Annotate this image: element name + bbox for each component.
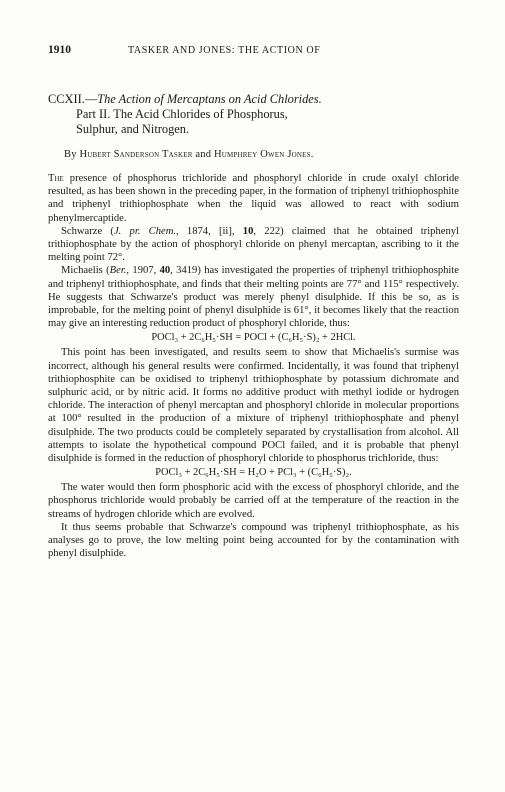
equation-2: POCl₃ + 2C₆H₅·SH = H₂O + PCl₃ + (C₆H₅·S)₂. xyxy=(155,467,352,479)
title-dash: — xyxy=(84,92,98,106)
paragraph-4: This point has been investigated, and results seem to show that Michaelis's surmise was incorrect, although his general results were confirmed. Incidentally, it was found that triphenyl trithiophosphite can be oxidised to triphenyl trithiophosphate by potassium dichromate and sulphuric acid, or by nitric acid. It forms no additive product with methyl iodide or hydrogen chloride. The interaction of phenyl mercaptan and phosphoryl chloride in molecular proportions at 100° resulted in the production of a mixture of triphenyl trithiophosphate and phenyl disulphide. The two products could be completely separated by crystallisation from alcohol. All attempts to isolate the hypothetical compound POCl failed, and it is probable that phenyl disulphide is formed in the reduction of phosphoryl chloride to phosphorus trichloride, thus: xyxy=(48,347,459,465)
title-line-2: Part II. The Acid Chlorides of Phosphorus, xyxy=(76,107,288,122)
title-main: The Action of Mercaptans on Acid Chlorides. xyxy=(97,92,322,106)
author-1: Hubert Sanderson Tasker xyxy=(79,149,193,160)
volume-number: 40 xyxy=(159,265,171,277)
author-2: Humphrey Owen Jones. xyxy=(214,149,314,160)
running-head xyxy=(48,44,468,58)
paragraph-3-text-b: , 1907, xyxy=(126,265,160,277)
paragraph-2 xyxy=(48,225,459,265)
running-title: TASKER AND JONES: THE ACTION OF xyxy=(128,45,321,56)
title-line-3: Sulphur, and Nitrogen. xyxy=(76,122,190,137)
paragraph-5: The water would then form phosphoric acid with the excess of phosphoryl chloride, and the phosphorus trichloride would probably be carried off at the temperature of the reaction in the streams of hydrogen chloride which are evolved. xyxy=(48,482,459,520)
paragraph-2-text-b: , 1874, [ii], xyxy=(176,225,243,237)
paragraph-2-text-a: Schwarze ( xyxy=(61,225,114,237)
article-number: CCXII. xyxy=(48,92,85,106)
paragraph-6: It thus seems probable that Schwarze's compound was triphenyl trithiophosphate, as his analyses go to prove, the low melting point being accounted for by the contamination with phenyl disulphide. xyxy=(48,521,459,560)
article-body xyxy=(48,172,459,560)
title-line-1 xyxy=(48,92,458,107)
article-title xyxy=(48,92,458,138)
paragraph-lead-word: The xyxy=(48,173,64,184)
paragraph-3 xyxy=(48,264,459,330)
page-number: 1910 xyxy=(48,44,71,56)
author-and: and xyxy=(195,149,212,160)
paragraph-2-text-c: , 222) claimed that he obtained triphenyl trithiophosphate by the action of phosphoryl chloride on phenyl mercaptan, ascribing to it the melting point 72°. xyxy=(48,225,459,264)
author-by: By xyxy=(64,149,77,160)
paragraph-3-text-c: , 3419) has investigated the properties of triphenyl trithiophosphite and triphenyl trithiophosphate, and finds that their melting points are 77° and 115° respectively. He suggests that Schwarze's product was merely phenyl disulphide. If this be so, as is improbable, for the melting point of phenyl disulphide is 61°, it becomes likely that the reaction may give an interesting reduction product of phosphoryl chloride, thus: xyxy=(48,265,459,330)
volume-number: 10 xyxy=(242,225,254,237)
author-line xyxy=(64,149,444,160)
paragraph-3-text-a: Michaelis ( xyxy=(61,265,110,277)
journal-name: J. pr. Chem. xyxy=(113,225,177,237)
journal-name: Ber. xyxy=(109,265,127,277)
equation-1: POCl₃ + 2C₆H₅·SH = POCl + (C₆H₅·S)₂ + 2HCl. xyxy=(151,332,356,344)
paragraph-1-text: presence of phosphorus trichloride and phosphoryl chloride in crude oxalyl chloride resulted, as has been shown in the preceding paper, in the formation of triphenyl trithiophosphite and triphenyl trithiophosphate when the liquid was allowed to react with sodium phenylmercaptide. xyxy=(48,173,459,224)
paragraph-1 xyxy=(48,172,459,225)
